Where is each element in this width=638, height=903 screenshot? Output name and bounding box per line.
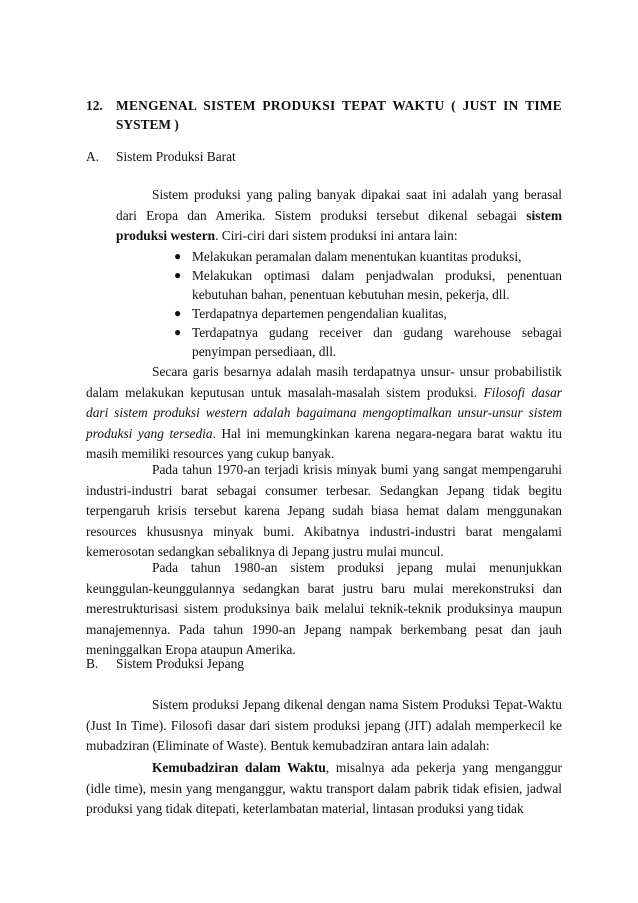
p2-italic-philosophy: Filosofi dasar dari sistem produksi western adalah bagaimana mengoptimalkan unsur-unsur sistem produksi yang tersedia — [86, 384, 562, 441]
section-a-paragraph-1 — [116, 185, 562, 247]
list-item-text: Terdapatnya gudang receiver dan gudang warehouse sebagai penyimpan persediaan, dll. — [192, 325, 562, 359]
p2b-text: , misalnya ada pekerja yang menganggur (idle time), mesin yang menganggur, waktu transport dalam pabrik tidak efisien, jadwal produksi yang tidak ditepati, keterlambatan material, lintasan produksi yang tidak — [86, 760, 562, 816]
section-a-title: Sistem Produksi Barat — [116, 149, 236, 164]
list-item — [174, 323, 562, 361]
list-item — [174, 247, 562, 266]
p1-text-end: . Ciri-ciri dari sistem produksi ini antara lain: — [215, 228, 458, 243]
section-b-title: Sistem Produksi Jepang — [116, 656, 244, 671]
section-a-paragraph-2 — [86, 362, 562, 465]
section-b-paragraph-2 — [86, 758, 562, 820]
list-item — [174, 304, 562, 323]
list-item-text: Melakukan optimasi dalam penjadwalan produksi, penentuan kebutuhan bahan, penentuan kebutuhan mesin, pekerja, dll. — [192, 268, 562, 302]
bullet-icon: ● — [174, 306, 182, 320]
p1-bold-term: sistem produksi western — [116, 207, 562, 243]
waste-type-term: Kemubadziran dalam Waktu — [152, 760, 326, 775]
bullet-icon: ● — [174, 325, 182, 339]
p2-text-end: . Hal ini memungkinkan karena negara-negara barat waktu itu masih memiliki resources yang cukup banyak. — [86, 425, 562, 461]
p1-text: Sistem produksi yang paling banyak dipakai saat ini adalah yang berasal dari Eropa dan Amerika. Sistem produksi tersebut dikenal sebagai — [116, 187, 562, 223]
section-b-paragraph-1: Sistem produksi Jepang dikenal dengan nama Sistem Produksi Tepat-Waktu (Just In Time). Filosofi dasar dari sistem produksi jepang (JIT) adalah memperkecil ke mubadziran (Eliminate of Waste). Bentuk kemubadziran antara lain adalah: — [86, 697, 562, 753]
bullet-icon: ● — [174, 249, 182, 263]
ciri-ciri-list — [174, 247, 562, 361]
p2-text: Secara garis besarnya adalah masih terdapatnya unsur- unsur probabilistik dalam melakukan keputusan untuk masalah-masalah sistem produksi. — [86, 364, 562, 400]
list-item-text: Melakukan peramalan dalam menentukan kuantitas produksi, — [192, 249, 522, 264]
section-a-paragraph-4: Pada tahun 1980-an sistem produksi jepang mulai menunjukkan keunggulan-keunggulannya sedangkan barat justru baru mulai merekonstruksi dan merestrukturisasi sistem produksinya baik melalui teknik-teknik produksinya maupun manajemennya. Pada tahun 1990-an Jepang nampak berkembang pesat dan jauh meninggalkan Eropa ataupun Amerika. — [86, 560, 562, 657]
list-item — [174, 266, 562, 304]
bullet-icon: ● — [174, 268, 182, 282]
chapter-number: 12. — [86, 98, 103, 113]
chapter-title-line2: SYSTEM ) — [116, 117, 179, 132]
section-a-paragraph-3: Pada tahun 1970-an terjadi krisis minyak bumi yang sangat mempengaruhi industri-industri barat sebagai consumer terbesar. Sedangkan Jepang tidak begitu terpengaruh krisis tersebut karena Jepang sudah biasa hemat dalam menggunakan resources khususnya minyak bumi. Akibatnya industri-industri barat mengalami kemerosotan sedangkan sebaliknya di Jepang justru mulai muncul. — [86, 462, 562, 559]
chapter-title-line1: MENGENAL SISTEM PRODUKSI TEPAT WAKTU ( JUST IN TIME — [116, 98, 562, 113]
list-item-text: Terdapatnya departemen pengendalian kualitas, — [192, 306, 447, 321]
section-b-letter: B. — [86, 656, 99, 671]
section-a-letter: A. — [86, 149, 100, 164]
